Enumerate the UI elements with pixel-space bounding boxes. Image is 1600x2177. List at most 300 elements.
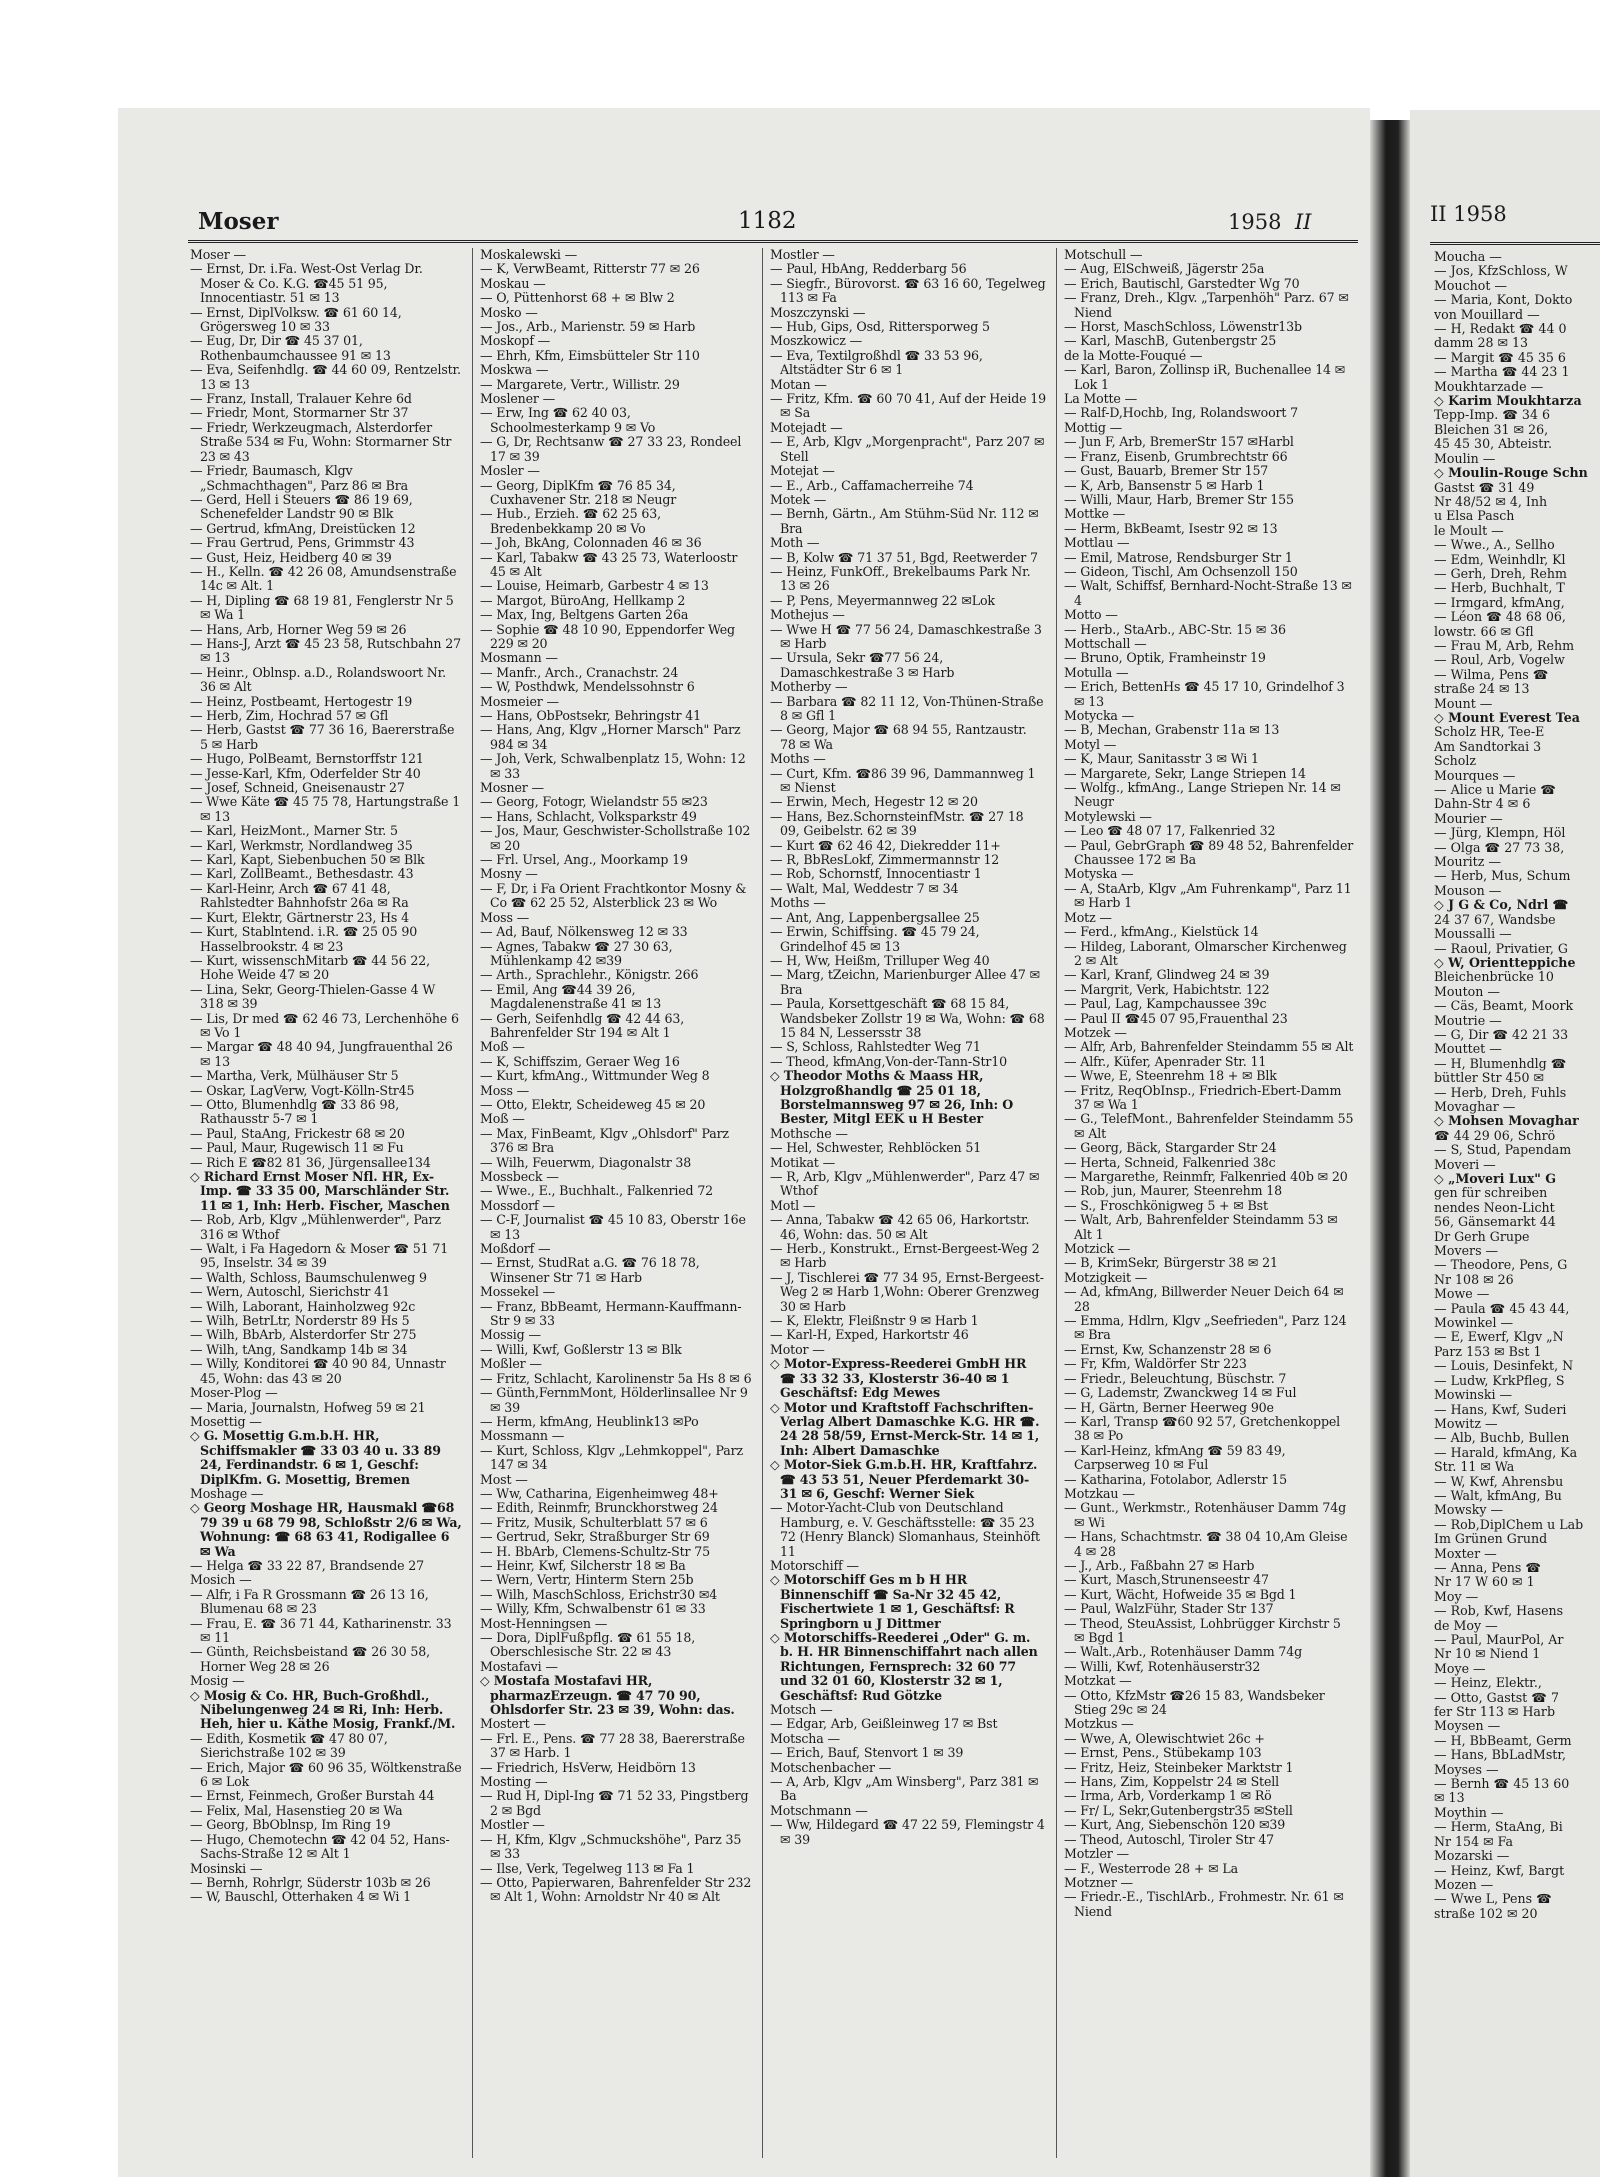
directory-entry: — Wwe., E., Buchhalt., Falkenried 72 bbox=[480, 1183, 714, 1199]
directory-entry: — Walt, i Fa Hagedorn & Moser ☎ 51 71 95, Inselstr. 34 ✉ 39 bbox=[190, 1241, 449, 1271]
directory-entry: — Karl-Heinr, Arch ☎ 67 41 48, Rahlstedter Bahnhofstr 26a ✉ Ra bbox=[190, 880, 409, 911]
directory-entry: — Margarete, Vertr., Willistr. 29 bbox=[480, 376, 680, 392]
directory-entry: — Hans-J, Arzt ☎ 45 23 58, Rutschbahn 27 ✉ 13 bbox=[190, 635, 461, 666]
directory-entry: Motan — bbox=[770, 376, 827, 392]
column-divider bbox=[1056, 248, 1057, 2158]
directory-entry: Motzkus — bbox=[1064, 1716, 1134, 1732]
adjacent-entry: 45 45 30, Abteistr. bbox=[1434, 436, 1552, 452]
directory-entry: Moshage — bbox=[190, 1485, 264, 1501]
adjacent-entry: 24 37 67, Wandsbe bbox=[1434, 911, 1556, 927]
column-divider bbox=[472, 248, 473, 2158]
adjacent-entry: Tepp-Imp. ☎ 34 6 bbox=[1434, 407, 1550, 423]
directory-entry: — Wilh, Feuerwm, Diagonalstr 38 bbox=[480, 1154, 692, 1170]
adjacent-entry: straße 24 ✉ 13 bbox=[1434, 681, 1530, 697]
directory-entry: — Curt, Kfm. ☎86 39 96, Dammannweg 1 ✉ Nienst bbox=[770, 765, 1036, 796]
directory-entry: — Wilh, MaschSchloss, Erichstr30 ✉4 bbox=[480, 1586, 718, 1602]
directory-entry: ◇ Georg Moshage HR, Hausmakl ☎68 79 39 u 68 79 98, Schloßstr 2/6 ✉ Wa, Wohnung: ☎ 68 63 41, Rodigallee 6 ✉ Wa bbox=[190, 1500, 462, 1559]
adjacent-entry: Moutrie — bbox=[1434, 1012, 1502, 1028]
directory-entry: Motl — bbox=[770, 1197, 816, 1213]
adjacent-entry: Bleichen 31 ✉ 26, bbox=[1434, 421, 1549, 437]
directory-entry: Motylewski — bbox=[1064, 808, 1152, 824]
adjacent-running-head: II 1958 bbox=[1430, 202, 1507, 226]
directory-entry: — Ww, Catharina, Eigenheimweg 48+ bbox=[480, 1485, 719, 1501]
directory-entry: — Alfr, Arb, Bahrenfelder Steindamm 55 ✉ Alt bbox=[1064, 1039, 1354, 1055]
directory-entry: — Erich, Bautischl, Garstedter Wg 70 bbox=[1064, 275, 1300, 291]
adjacent-entry: Mouson — bbox=[1434, 882, 1502, 898]
adjacent-entry: Mourques — bbox=[1434, 767, 1516, 783]
adjacent-entry: — Ludw, KrkPfleg, S bbox=[1434, 1372, 1565, 1388]
directory-entry: — Kurt, Wächt, Hofweide 35 ✉ Bgd 1 bbox=[1064, 1586, 1297, 1602]
directory-entry: — Walth, Schloss, Baumschulenweg 9 bbox=[190, 1269, 427, 1285]
directory-entry: — Herb., Konstrukt., Ernst-Bergeest-Weg 2 ✉ Harb bbox=[770, 1241, 1040, 1271]
directory-entry: Motulla — bbox=[1064, 664, 1129, 680]
directory-entry: — P, Pens, Meyermannweg 22 ✉Lok bbox=[770, 592, 995, 608]
directory-entry: — H., Kelln. ☎ 42 26 08, Amundsenstraße 14c ✉ Alt. 1 bbox=[190, 563, 457, 594]
adjacent-entry: gen für schreiben bbox=[1434, 1185, 1548, 1201]
directory-entry: — Dora, DiplFußpflg. ☎ 61 55 18, Oberschlesische Str. 22 ✉ 43 bbox=[480, 1630, 696, 1660]
directory-entry: — Willi, Kwf, Rotenhäuserstr32 bbox=[1064, 1658, 1261, 1674]
directory-entry: — Hildeg, Laborant, Olmarscher Kirchenweg 2 ✉ Alt bbox=[1064, 938, 1347, 968]
directory-entry: — Felix, Mal, Hasenstieg 20 ✉ Wa bbox=[190, 1802, 403, 1818]
directory-entry: — Arth., Sprachlehr., Königstr. 266 bbox=[480, 967, 699, 983]
directory-entry: Mosmann — bbox=[480, 650, 558, 666]
directory-entry: — Irma, Arb, Vorderkamp 1 ✉ Rö bbox=[1064, 1788, 1272, 1804]
adjacent-entry: Mowinski — bbox=[1434, 1387, 1513, 1403]
directory-entry: — Otto, Elektr, Scheideweg 45 ✉ 20 bbox=[480, 1096, 706, 1112]
directory-entry: — Fritz, Heiz, Steinbeker Marktstr 1 bbox=[1064, 1759, 1294, 1775]
directory-entry: Moss — bbox=[480, 1082, 530, 1098]
directory-entry: — Karl, Transp ☎60 92 57, Gretchenkoppel 38 ✉ Po bbox=[1064, 1413, 1341, 1444]
adjacent-entry: Moysen — bbox=[1434, 1718, 1501, 1734]
directory-entry: — Friedrich, HsVerw, Heidbörn 13 bbox=[480, 1759, 696, 1775]
adjacent-entry: — Frau M, Arb, Rehm bbox=[1434, 637, 1575, 653]
directory-entry: — Gideon, Tischl, Am Ochsenzoll 150 bbox=[1064, 563, 1298, 579]
directory-entry: — Alfr., Küfer, Apenrader Str. 11 bbox=[1064, 1053, 1267, 1069]
directory-entry: — Karl, Tabakw ☎ 43 25 73, Waterloostr 45 ✉ Alt bbox=[480, 549, 738, 579]
directory-entry: Mossmann — bbox=[480, 1428, 565, 1444]
directory-entry: — Günth, Reichsbeistand ☎ 26 30 58, Horner Weg 28 ✉ 26 bbox=[190, 1644, 430, 1674]
directory-entry: — Margarethe, Reinmfr, Falkenried 40b ✉ 20 bbox=[1064, 1169, 1348, 1184]
directory-entry: — Wwe, A, Olewischtwiet 26c + bbox=[1064, 1730, 1265, 1746]
directory-entry: — H, Dipling ☎ 68 19 81, Fenglerstr Nr 5 ✉ Wa 1 bbox=[190, 592, 454, 623]
directory-entry: Mossekel — bbox=[480, 1284, 556, 1300]
directory-entry: — Heinr., Oblnsp. a.D., Rolandswoort Nr. 36 ✉ Alt bbox=[190, 664, 446, 695]
directory-entry: — G., TelefMont., Bahrenfelder Steindamm 55 ✉ Alt bbox=[1064, 1111, 1354, 1141]
directory-entry: ◇ Motorschiffs-Reederei „Oder" G. m. b. H. HR Binnenschiffahrt nach allen Richtungen, Fernsprech: 32 60 77 und 32 01 60, Klosterstr 32 ✉ 1, Geschäftsf: Rud Götzke bbox=[770, 1630, 1038, 1703]
directory-entry: — Franz, BbBeamt, Hermann-Kauffmann-Str 9 ✉ 33 bbox=[480, 1298, 742, 1329]
directory-entry: Moßdorf — bbox=[480, 1241, 551, 1257]
adjacent-entry: Scholz bbox=[1434, 753, 1477, 769]
directory-entry: — Frl. E., Pens. ☎ 77 28 38, Baererstraße 37 ✉ Harb. 1 bbox=[480, 1730, 745, 1761]
adjacent-entry: — S, Stud, Papendam bbox=[1434, 1142, 1572, 1158]
directory-entry: Motor — bbox=[770, 1341, 825, 1357]
directory-entry: — Hel, Schwester, Rehblöcken 51 bbox=[770, 1140, 982, 1156]
directory-entry: — Frau, E. ☎ 36 71 44, Katharinenstr. 33 ✉ 11 bbox=[190, 1615, 452, 1645]
directory-entry: — Gertrud, kfmAng, Dreistücken 12 bbox=[190, 520, 416, 536]
directory-entry: Motyl — bbox=[1064, 736, 1117, 752]
adjacent-entry: Scholz HR, Tee-E bbox=[1434, 724, 1545, 740]
directory-entry: ◇ Richard Ernst Moser Nfl. HR, Ex-Imp. ☎ 33 35 00, Marschländer Str. 11 ✉ 1, Inh: Herb. Fischer, Maschen bbox=[190, 1169, 450, 1213]
directory-entry: — Katharina, Fotolabor, Adlerstr 15 bbox=[1064, 1471, 1287, 1487]
directory-entry: Mosting — bbox=[480, 1774, 548, 1790]
directory-entry: Motikat — bbox=[770, 1154, 836, 1170]
adjacent-entry: — Jos, KfzSchloss, W bbox=[1434, 263, 1568, 279]
directory-entry: — Paul, Maur, Rugewisch 11 ✉ Fu bbox=[190, 1140, 404, 1156]
directory-entry: — Willi, Kwf, Goßlerstr 13 ✉ Blk bbox=[480, 1341, 682, 1357]
directory-entry: — Hugo, Chemotechn ☎ 42 04 52, Hans-Sachs-Straße 12 ✉ Alt 1 bbox=[190, 1831, 450, 1862]
directory-entry: — Paul, HbAng, Redderbarg 56 bbox=[770, 261, 967, 277]
directory-entry: Mostler — bbox=[770, 248, 835, 262]
adjacent-entry: — Herm, StaAng, Bi bbox=[1434, 1819, 1563, 1835]
directory-entry: — Friedr., Beleuchtung, Büschstr. 7 bbox=[1064, 1370, 1287, 1386]
adjacent-page bbox=[1410, 110, 1600, 2177]
adjacent-entry: — Cäs, Beamt, Moork bbox=[1434, 998, 1574, 1014]
adjacent-entry: Nr 48/52 ✉ 4, Inh bbox=[1434, 493, 1548, 509]
directory-entry: Mottschall — bbox=[1064, 635, 1147, 651]
directory-entry: Motschull — bbox=[1064, 248, 1143, 262]
adjacent-entry: — Theodore, Pens, G bbox=[1434, 1257, 1568, 1273]
directory-entry: — Joh, BkAng, Colonnaden 46 ✉ 36 bbox=[480, 535, 702, 551]
directory-entry: ◇ Motorschiff Ges m b H HR Binnenschiff ☎ Sa-Nr 32 45 42, Fischertwiete 1 ✉ 1, Geschäftsf: R Springborn u J Dittmer bbox=[770, 1572, 1015, 1631]
directory-entry: — Theod, kfmAng,Von-der-Tann-Str10 bbox=[770, 1053, 1007, 1069]
directory-entry: Motejat — bbox=[770, 463, 835, 479]
adjacent-entry: — Wwe., A., Sellho bbox=[1434, 537, 1555, 553]
directory-entry: — Frau Gertrud, Pens, Grimmstr 43 bbox=[190, 535, 415, 551]
directory-entry: Moser-Plog — bbox=[190, 1385, 278, 1401]
adjacent-entry: Moy — bbox=[1434, 1588, 1479, 1604]
directory-entry: — Siegfr., Bürovorst. ☎ 63 16 60, Tegelweg 113 ✉ Fa bbox=[770, 275, 1046, 306]
directory-entry: — Wilh, Laborant, Hainholzweg 92c bbox=[190, 1298, 416, 1314]
directory-entry: — Paula, Korsettgeschäft ☎ 68 15 84, Wandsbeker Zollstr 19 ✉ Wa, Wohn: ☎ 68 15 84 N, Lessersstr 38 bbox=[770, 996, 1045, 1040]
directory-entry: — K, Arb, Bansenstr 5 ✉ Harb 1 bbox=[1064, 477, 1265, 493]
adjacent-entry: — H, Redakt ☎ 44 0 bbox=[1434, 321, 1567, 337]
adjacent-entry: Mowitz — bbox=[1434, 1415, 1498, 1431]
directory-entry: — Bernh, Rohrlgr, Süderstr 103b ✉ 26 bbox=[190, 1874, 431, 1890]
directory-entry: — Kurt, Schloss, Klgv „Lehmkoppel", Parz 147 ✉ 34 bbox=[480, 1442, 743, 1473]
adjacent-entry: — Otto, Gastst ☎ 7 bbox=[1434, 1689, 1559, 1705]
directory-entry: — Lis, Dr med ☎ 62 46 73, Lerchenhöhe 6 ✉ Vo 1 bbox=[190, 1010, 459, 1040]
directory-entry: Mosny — bbox=[480, 866, 538, 882]
directory-entry: — Hans, Zim, Koppelstr 24 ✉ Stell bbox=[1064, 1774, 1280, 1790]
directory-entry: ◇ Motor und Kraftstoff Fachschriften-Verlag Albert Damaschke K.G. HR ☎. 24 28 58/59, Ernst-Merck-Str. 14 ✉ 1, Inh: Albert Damaschke bbox=[770, 1399, 1040, 1458]
directory-entry: — Margrit, Verk, Habichtstr. 122 bbox=[1064, 981, 1270, 997]
directory-entry: — Willy, Konditorei ☎ 40 90 84, Unnastr 45, Wohn: das 43 ✉ 20 bbox=[190, 1356, 446, 1386]
adjacent-entry: — Edm, Weinhdlr, Kl bbox=[1434, 551, 1566, 567]
directory-entry: — Kurt, Elektr, Gärtnerstr 23, Hs 4 bbox=[190, 909, 409, 925]
directory-entry: — Gust, Bauarb, Bremer Str 157 bbox=[1064, 463, 1269, 479]
adjacent-entry: ◇ „Moveri Lux" G bbox=[1434, 1171, 1557, 1186]
directory-entry: — Jos, Maur, Geschwister-Schollstraße 102 ✉ 20 bbox=[480, 823, 751, 853]
directory-entry: — E., Arb., Caffamacherreihe 74 bbox=[770, 477, 974, 493]
directory-entry: — Gerd, Hell i Steuers ☎ 86 19 69, Schenefelder Landstr 90 ✉ Blk bbox=[190, 491, 413, 522]
directory-entry: — Erich, Bauf, Stenvort 1 ✉ 39 bbox=[770, 1745, 964, 1761]
adjacent-entry: Mouttet — bbox=[1434, 1041, 1502, 1057]
directory-entry: — Bernh, Gärtn., Am Stühm-Süd Nr. 112 ✉ Bra bbox=[770, 506, 1039, 536]
directory-entry: — Georg, Bäck, Stargarder Str 24 bbox=[1064, 1140, 1277, 1156]
directory-entry: — Karl, ZollBeamt., Bethesdastr. 43 bbox=[190, 866, 414, 882]
directory-entry: — Fr/ L, Sekr,Gutenbergstr35 ✉Stell bbox=[1064, 1802, 1293, 1818]
directory-entry: — Friedr, Baumasch, Klgv „Schmachthagen", Parz 86 ✉ Bra bbox=[190, 463, 408, 493]
directory-entry: — K, Elektr, Fleißnstr 9 ✉ Harb 1 bbox=[770, 1313, 979, 1329]
directory-entry: — Paul, GebrGraph ☎ 89 48 52, Bahrenfelder Chaussee 172 ✉ Ba bbox=[1064, 837, 1354, 868]
directory-entry: — W, Bauschl, Otterhaken 4 ✉ Wi 1 bbox=[190, 1889, 412, 1905]
directory-entry: — S., Froschkönigweg 5 + ✉ Bst bbox=[1064, 1197, 1268, 1213]
adjacent-entry: — H, BbBeamt, Germ bbox=[1434, 1732, 1572, 1748]
adjacent-entry: Moyses — bbox=[1434, 1761, 1499, 1777]
directory-entry: — Ehrh, Kfm, Eimsbütteler Str 110 bbox=[480, 347, 700, 363]
adjacent-entry: Am Sandtorkai 3 bbox=[1434, 738, 1542, 754]
adjacent-entry: Moussalli — bbox=[1434, 926, 1512, 942]
directory-entry: — Paul, WalzFühr, Stader Str 137 bbox=[1064, 1601, 1274, 1617]
directory-entry: Motschenbacher — bbox=[770, 1759, 892, 1775]
header-rule bbox=[188, 240, 1358, 243]
directory-entry: — Eva, Textilgroßhdl ☎ 33 53 96, Altstädter Str 6 ✉ 1 bbox=[770, 347, 983, 378]
adjacent-entry: — Paul, MaurPol, Ar bbox=[1434, 1632, 1564, 1647]
directory-entry: — Louise, Heimarb, Garbestr 4 ✉ 13 bbox=[480, 578, 709, 594]
adjacent-entry: Mount — bbox=[1434, 695, 1493, 711]
adjacent-entry: — Rob,DiplChem u Lab bbox=[1434, 1516, 1584, 1532]
directory-entry: — Günth,FernmMont, Hölderlinsallee Nr 9 ✉ 39 bbox=[480, 1385, 748, 1415]
adjacent-entry: — Martha ☎ 44 23 1 bbox=[1434, 364, 1570, 380]
adjacent-entry: — Heinz, Kwf, Bargt bbox=[1434, 1862, 1565, 1878]
directory-entry: — Georg, Fotogr, Wielandstr 55 ✉23 bbox=[480, 794, 708, 810]
directory-entry: — Kurt, wissenschMitarb ☎ 44 56 22, Hohe Weide 47 ✉ 20 bbox=[190, 952, 430, 983]
adjacent-entry: — Léon ☎ 48 68 06, bbox=[1434, 609, 1566, 625]
directory-entry: — B, Kolw ☎ 71 37 51, Bgd, Reetwerder 7 bbox=[770, 549, 1038, 565]
directory-entry: — Emil, Matrose, Rendsburger Str 1 bbox=[1064, 549, 1293, 565]
directory-entry: Mostafavi — bbox=[480, 1658, 558, 1674]
adjacent-directory-column bbox=[1434, 250, 1600, 2170]
adjacent-entry: Moye — bbox=[1434, 1660, 1486, 1676]
directory-entry: Mottlau — bbox=[1064, 535, 1130, 551]
directory-entry: — Fritz, Schlacht, Karolinenstr 5a Hs 8 ✉ 6 bbox=[480, 1370, 752, 1386]
directory-entry: — Ant, Ang, Lappenbergsallee 25 bbox=[770, 909, 980, 925]
adjacent-entry: Moythin — bbox=[1434, 1804, 1504, 1820]
adjacent-entry: — Margit ☎ 45 35 6 bbox=[1434, 349, 1566, 365]
directory-entry: — Hans, Ang, Klgv „Horner Marsch" Parz 984 ✉ 34 bbox=[480, 722, 741, 752]
adjacent-entry: — E, Ewerf, Klgv „N bbox=[1434, 1329, 1564, 1345]
adjacent-entry: ◇ Karim Moukhtarza bbox=[1434, 393, 1582, 409]
adjacent-header-rule bbox=[1430, 242, 1600, 245]
directory-entry: — Hugo, PolBeamt, Bernstorffstr 121 bbox=[190, 751, 424, 767]
directory-entry: — Rob, jun, Maurer, Steenrehm 18 bbox=[1064, 1183, 1282, 1199]
directory-entry: — Agnes, Tabakw ☎ 27 30 63, Mühlenkamp 42 ✉39 bbox=[480, 938, 673, 968]
directory-entry: — Margot, BüroAng, Hellkamp 2 bbox=[480, 592, 686, 608]
directory-entry: — Rich E ☎82 81 36, Jürgensallee134 bbox=[190, 1154, 431, 1170]
directory-entry: — A, Arb, Klgv „Am Winsberg", Parz 381 ✉ Ba bbox=[770, 1774, 1039, 1804]
directory-entry: — Fritz, Musik, Schulterblatt 57 ✉ 6 bbox=[480, 1514, 708, 1530]
directory-entry: — Gunt., Werkmstr., Rotenhäuser Damm 74g ✉ Wi bbox=[1064, 1500, 1347, 1530]
directory-entry: — Eug, Dr, Dir ☎ 45 37 01, Rothenbaumchaussee 91 ✉ 13 bbox=[190, 333, 391, 363]
directory-entry: Motorschiff — bbox=[770, 1557, 859, 1573]
directory-entry: — Otto, KfzMstr ☎26 15 83, Wandsbeker Stieg 29c ✉ 24 bbox=[1064, 1687, 1325, 1718]
directory-entry: — C-F, Journalist ☎ 45 10 83, Oberstr 16e ✉ 13 bbox=[480, 1212, 746, 1242]
directory-entry: Motto — bbox=[1064, 607, 1118, 623]
directory-entry: — Franz, Install, Tralauer Kehre 6d bbox=[190, 391, 412, 407]
directory-entry: Motzner — bbox=[1064, 1874, 1134, 1890]
adjacent-entry: — Bernh ☎ 45 13 60 bbox=[1434, 1776, 1570, 1792]
directory-entry: Most — bbox=[480, 1471, 528, 1487]
adjacent-entry: — H, Blumenhdlg ☎ bbox=[1434, 1055, 1567, 1071]
adjacent-entry: ✉ 13 bbox=[1434, 1790, 1465, 1806]
directory-entry: — Franz, Eisenb, Grumbrechtstr 66 bbox=[1064, 448, 1288, 464]
directory-entry: — Kurt, Stablntend. i.R. ☎ 25 05 90 Hasselbrookstr. 4 ✉ 23 bbox=[190, 924, 418, 954]
directory-entry: — Friedr, Werkzeugmach, Alsterdorfer Straße 534 ✉ Fu, Wohn: Stormarner Str 23 ✉ 43 bbox=[190, 419, 452, 464]
directory-entry: — Wolfg., kfmAng., Lange Striepen Nr. 14 ✉ Neugr bbox=[1064, 780, 1341, 810]
directory-entry: — Edith, Reinmfr, Brunckhorstweg 24 bbox=[480, 1500, 718, 1516]
directory-entry: Mostert — bbox=[480, 1716, 546, 1732]
adjacent-entry: Nr 10 ✉ Niend 1 bbox=[1434, 1646, 1541, 1662]
adjacent-entry: Gastst ☎ 31 49 bbox=[1434, 479, 1535, 495]
directory-entry: — Ferd., kfmAng., Kielstück 14 bbox=[1064, 924, 1259, 940]
directory-entry: ◇ Mostafa Mostafavi HR, pharmazErzeugn. ☎ 47 70 90, Ohlsdorfer Str. 23 ✉ 39, Wohn: das. bbox=[480, 1673, 735, 1718]
directory-entry: — A, StaArb, Klgv „Am Fuhrenkamp", Parz 11 ✉ Harb 1 bbox=[1064, 880, 1352, 911]
adjacent-entry: — Walt, kfmAng, Bu bbox=[1434, 1487, 1562, 1503]
directory-entry: — Heinz, Postbeamt, Hertogestr 19 bbox=[190, 693, 413, 709]
directory-entry: — Barbara ☎ 82 11 12, Von-Thünen-Straße 8 ✉ Gfl 1 bbox=[770, 693, 1044, 723]
directory-entry: Moskwa — bbox=[480, 362, 549, 378]
adjacent-entry: ◇ Mohsen Movaghar bbox=[1434, 1113, 1579, 1129]
adjacent-entry: Mouchot — bbox=[1434, 277, 1507, 293]
directory-entry: Mosig — bbox=[190, 1673, 245, 1689]
directory-entry: — Bruno, Optik, Framheinstr 19 bbox=[1064, 650, 1266, 666]
directory-entry: Mossdorf — bbox=[480, 1197, 555, 1213]
directory-entry: — Paul, StaAng, Frickestr 68 ✉ 20 bbox=[190, 1125, 405, 1141]
adjacent-entry: 56, Gänsemarkt 44 bbox=[1434, 1214, 1556, 1230]
adjacent-entry: — Alice u Marie ☎ bbox=[1434, 782, 1556, 798]
directory-entry: — Franz, Dreh., Klgv. „Tarpenhöh" Parz. 67 ✉ Niend bbox=[1064, 290, 1349, 320]
adjacent-entry: ◇ J G & Co, Ndrl ☎ bbox=[1434, 897, 1569, 913]
directory-entry: — Karl, Kranf, Glindweg 24 ✉ 39 bbox=[1064, 967, 1270, 983]
directory-entry: — Emma, Hdlrn, Klgv „Seefrieden", Parz 124 ✉ Bra bbox=[1064, 1313, 1347, 1343]
adjacent-entry: Mozarski — bbox=[1434, 1848, 1510, 1864]
adjacent-entry: — Herb, Mus, Schum bbox=[1434, 868, 1571, 884]
directory-entry: ◇ Mosig & Co. HR, Buch-Großhdl., Nibelungenweg 24 ✉ Ri, Inh: Herb. Heh, hier u. Käthe Mosig, Frankf./M. bbox=[190, 1687, 456, 1732]
directory-entry: Motek — bbox=[770, 491, 827, 507]
adjacent-entry: ◇ Moulin-Rouge Schn bbox=[1434, 465, 1588, 481]
directory-entry: — Wilh, tAng, Sandkamp 14b ✉ 34 bbox=[190, 1341, 408, 1357]
directory-entry: — Hub, Gips, Osd, Rittersporweg 5 bbox=[770, 319, 990, 335]
adjacent-entry: — Rob, Kwf, Hasens bbox=[1434, 1603, 1564, 1619]
directory-entry: Mothsche — bbox=[770, 1125, 848, 1141]
directory-entry: Moß — bbox=[480, 1039, 525, 1055]
directory-entry: Moss — bbox=[480, 909, 530, 925]
directory-entry: — B, KrimSekr, Bürgerstr 38 ✉ 21 bbox=[1064, 1255, 1278, 1271]
directory-entry: — Margarete, Sekr, Lange Striepen 14 bbox=[1064, 765, 1306, 781]
directory-entry: — Karl-H, Exped, Harkortstr 46 bbox=[770, 1327, 969, 1343]
directory-entry: — Gerh, Seifenhdlg ☎ 42 44 63, Bahrenfelder Str 194 ✉ Alt 1 bbox=[480, 1010, 685, 1040]
directory-entry: — S, Schloss, Rahlstedter Weg 71 bbox=[770, 1039, 981, 1055]
directory-entry: — F, Dr, i Fa Orient Frachtkontor Mosny & Co ☎ 62 25 52, Alsterblick 23 ✉ Wo bbox=[480, 880, 747, 911]
directory-entry: Motzkau — bbox=[1064, 1485, 1135, 1501]
adjacent-entry: — Anna, Pens ☎ bbox=[1434, 1559, 1542, 1575]
directory-entry: Motzler — bbox=[1064, 1846, 1129, 1862]
directory-entry: — Wwe, E, Steenrehm 18 + ✉ Blk bbox=[1064, 1068, 1277, 1084]
directory-entry: — Karl-Heinz, kfmAng ☎ 59 83 49, Carpserweg 10 ✉ Ful bbox=[1064, 1442, 1286, 1473]
adjacent-entry: de Moy — bbox=[1434, 1617, 1498, 1633]
directory-entry: — Joh, Verk, Schwalbenplatz 15, Wohn: 12 ✉ 33 bbox=[480, 751, 746, 781]
adjacent-entry: ◇ W, Orientteppiche bbox=[1434, 954, 1576, 970]
directory-entry: Mosko — bbox=[480, 304, 538, 320]
directory-entry: Moths — bbox=[770, 895, 826, 911]
directory-entry: — Fr, Kfm, Waldörfer Str 223 bbox=[1064, 1356, 1247, 1372]
directory-entry: Motherby — bbox=[770, 679, 848, 695]
directory-entry: Motyska — bbox=[1064, 866, 1134, 882]
directory-entry: — O, Püttenhorst 68 + ✉ Blw 2 bbox=[480, 290, 675, 306]
directory-entry: Mossig — bbox=[480, 1327, 541, 1343]
directory-entry: — Fritz, ReqObInsp., Friedrich-Ebert-Damm 37 ✉ Wa 1 bbox=[1064, 1082, 1342, 1112]
directory-entry: — R, Arb, Klgv „Mühlenwerder", Parz 47 ✉ Wthof bbox=[770, 1169, 1040, 1199]
directory-entry: — Frl. Ursel, Ang., Moorkamp 19 bbox=[480, 852, 688, 868]
directory-entry: — Wilh, BbArb, Alsterdorfer Str 275 bbox=[190, 1327, 417, 1343]
directory-entry: Moß — bbox=[480, 1111, 525, 1127]
adjacent-entry: Nr 154 ✉ Fa bbox=[1434, 1833, 1514, 1849]
adjacent-entry: — Louis, Desinfekt, N bbox=[1434, 1358, 1574, 1374]
directory-entry: — Hans, ObPostsekr, Behringstr 41 bbox=[480, 708, 701, 723]
directory-entry: ◇ Motor-Siek G.m.b.H. HR, Kraftfahrz. ☎ 43 53 51, Neuer Pferdemarkt 30-31 ✉ 6, Geschf: Werner Siek bbox=[770, 1457, 1038, 1501]
adjacent-entry: von Mouillard — bbox=[1434, 306, 1540, 322]
scan-background bbox=[0, 0, 1600, 108]
directory-entry: — Erwin, Mech, Hegestr 12 ✉ 20 bbox=[770, 794, 978, 810]
directory-entry: Mosner — bbox=[480, 780, 544, 796]
directory-entry: — K, Schiffszim, Geraer Weg 16 bbox=[480, 1053, 680, 1069]
adjacent-entry: Moxter — bbox=[1434, 1545, 1497, 1561]
directory-entry: — Aug, ElSchweiß, Jägerstr 25a bbox=[1064, 261, 1265, 277]
adjacent-entry: büttler Str 450 ✉ bbox=[1434, 1070, 1545, 1086]
adjacent-entry: Im Grünen Grund bbox=[1434, 1531, 1548, 1547]
adjacent-entry: — G, Dir ☎ 42 21 33 bbox=[1434, 1026, 1569, 1042]
directory-entry: — Manfr., Arch., Cranachstr. 24 bbox=[480, 664, 679, 680]
directory-entry: — H. BbArb, Clemens-Schultz-Str 75 bbox=[480, 1543, 710, 1559]
adjacent-entry: — Irmgard, kfmAng, bbox=[1434, 594, 1565, 610]
directory-entry: — Otto, Blumenhdlg ☎ 33 86 98, Rathausstr 5-7 ✉ 1 bbox=[190, 1096, 400, 1127]
adjacent-entry: — Raoul, Privatier, G bbox=[1434, 940, 1568, 956]
directory-entry: — Jun F, Arb, BremerStr 157 ✉Harbl bbox=[1064, 434, 1294, 450]
directory-entry: — Ralf-D,Hochb, Ing, Rolandswoort 7 bbox=[1064, 405, 1299, 421]
adjacent-entry: straße 102 ✉ 20 bbox=[1434, 1905, 1538, 1921]
directory-entry: — Ilse, Verk, Tegelweg 113 ✉ Fa 1 bbox=[480, 1860, 695, 1876]
year-text: 1958 bbox=[1228, 210, 1282, 234]
adjacent-entry: — Wwe L, Pens ☎ bbox=[1434, 1891, 1552, 1907]
directory-entry: — Ernst, StudRat a.G. ☎ 76 18 78, Winsener Str 71 ✉ Harb bbox=[480, 1255, 700, 1285]
directory-entry: — Walt, Mal, Weddestr 7 ✉ 34 bbox=[770, 880, 959, 896]
adjacent-entry: ☎ 44 29 06, Schrö bbox=[1434, 1127, 1556, 1143]
directory-entry: de la Motte-Fouqué — bbox=[1064, 347, 1203, 363]
directory-entry: Moszkowicz — bbox=[770, 333, 863, 349]
directory-entry: — Friedr.-E., TischlArb., Frohmestr. Nr. 61 ✉ Niend bbox=[1064, 1889, 1344, 1919]
directory-entry: — Ad, Bauf, Nölkensweg 12 ✉ 33 bbox=[480, 924, 688, 940]
directory-entry: — Wilh, BetrLtr, Norderstr 89 Hs 5 bbox=[190, 1313, 410, 1329]
directory-entry: — Emil, Ang ☎44 39 26, Magdalenenstraße 41 ✉ 13 bbox=[480, 981, 662, 1012]
directory-entry: — Anna, Tabakw ☎ 42 65 06, Harkortstr. 46, Wohn: das. 50 ✉ Alt bbox=[770, 1212, 1030, 1242]
directory-entry: ◇ Motor-Express-Reederei GmbH HR ☎ 33 32 33, Klosterstr 36-40 ✉ 1 Geschäftsf: Edg Mewes bbox=[770, 1356, 1027, 1401]
directory-entry: — Wwe H ☎ 77 56 24, Damaschkestraße 3 ✉ Harb bbox=[770, 621, 1042, 651]
directory-entry: — Karl, Kapt, Siebenbuchen 50 ✉ Blk bbox=[190, 852, 425, 868]
directory-entry: Mottig — bbox=[1064, 419, 1123, 435]
directory-entry: — Sophie ☎ 48 10 90, Eppendorfer Weg 229 ✉ 20 bbox=[480, 621, 735, 651]
directory-entry: — Wern, Vertr, Hinterm Stern 25b bbox=[480, 1572, 694, 1588]
directory-entry: Motejadt — bbox=[770, 419, 843, 435]
page-number: 1182 bbox=[738, 208, 797, 234]
directory-entry: Moskalewski — bbox=[480, 248, 578, 262]
adjacent-entry: — Herb, Dreh, Fuhls bbox=[1434, 1084, 1567, 1100]
directory-entry: — Karl, Werkmstr, Nordlandweg 35 bbox=[190, 837, 413, 853]
adjacent-entry: Moulin — bbox=[1434, 450, 1496, 466]
running-head-name: Moser bbox=[198, 208, 279, 235]
directory-entry: — Leo ☎ 48 07 17, Falkenried 32 bbox=[1064, 823, 1276, 839]
directory-entry: — K, VerwBeamt, Ritterstr 77 ✉ 26 bbox=[480, 261, 700, 277]
adjacent-entry: nendes Neon-Licht bbox=[1434, 1199, 1555, 1215]
